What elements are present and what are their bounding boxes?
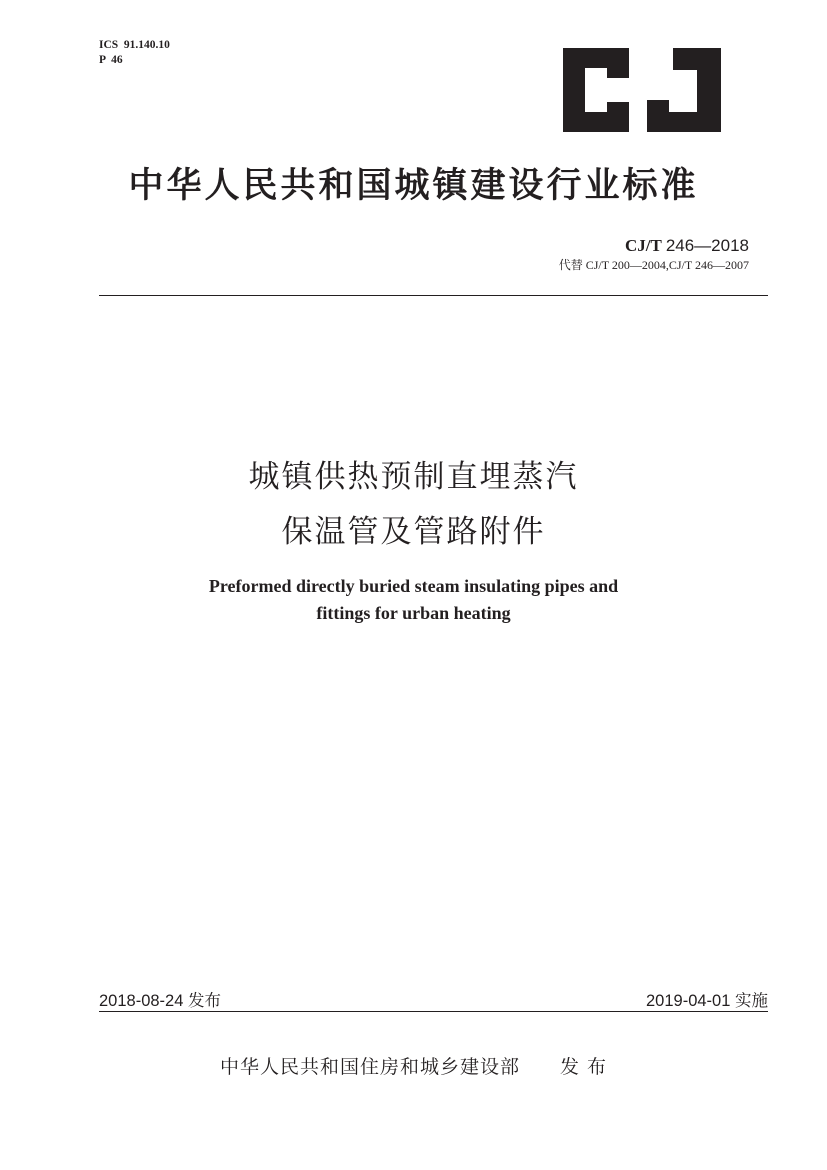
top-divider: [99, 295, 768, 296]
standard-number-prefix: CJ/T: [625, 236, 666, 255]
publish-action: 发 布: [559, 1056, 608, 1078]
classification-codes: [99, 38, 170, 68]
date-row: [99, 987, 768, 1009]
replaces-note: 代替 CJ/T 200—2004,CJ/T 246—2007: [558, 258, 749, 272]
chinese-title: [0, 450, 827, 560]
chinese-title-line-2: 保温管及管路附件: [281, 514, 546, 550]
english-title: [0, 573, 827, 627]
chinese-title-line-1: 城镇供热预制直埋蒸汽: [248, 459, 579, 495]
standard-category-title: 中华人民共和国城镇建设行业标准: [128, 166, 699, 206]
english-title-line-1: Preformed directly buried steam insulating pipes and: [208, 576, 619, 596]
english-title-line-2: fittings for urban heating: [316, 603, 511, 623]
ccs-code: P 46: [99, 54, 123, 66]
cj-logo: [561, 48, 721, 132]
implementation-date: 2019-04-01 实施: [646, 992, 768, 1010]
standard-number-code: 246—2018: [665, 236, 749, 255]
publisher-line: [0, 1052, 827, 1079]
ics-code: ICS 91.140.10: [99, 39, 170, 51]
publisher-name: 中华人民共和国住房和城乡建设部: [219, 1056, 520, 1078]
standard-number: [559, 236, 749, 256]
issue-date: 2018-08-24 发布: [99, 992, 221, 1010]
bottom-divider: [99, 1011, 768, 1012]
standard-number-block: [559, 236, 749, 273]
